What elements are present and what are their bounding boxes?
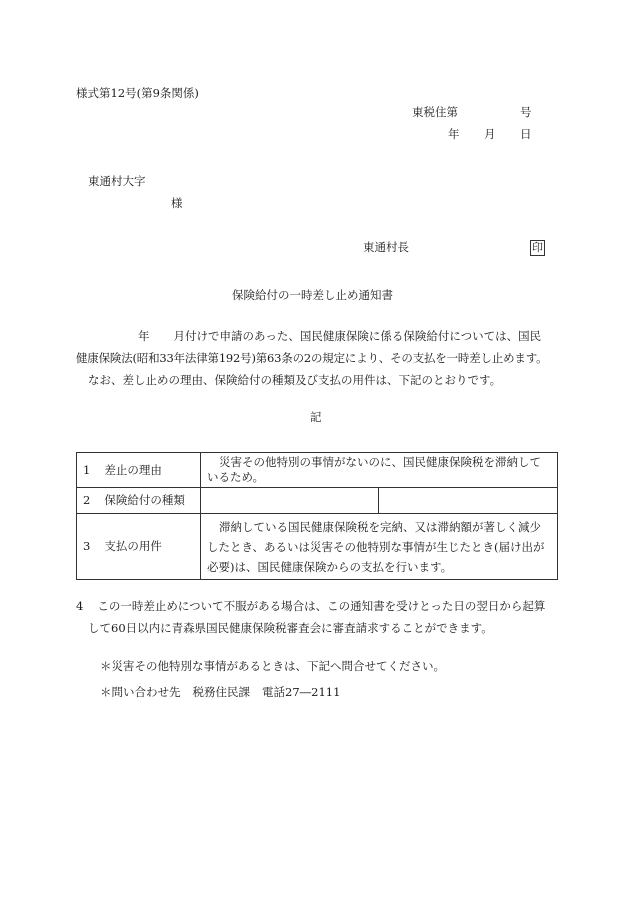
body-line-1	[76, 325, 560, 347]
row-number: 2	[83, 493, 91, 507]
ki-heading: 記	[310, 410, 322, 424]
appeal-line-2: して60日以内に青森県国民健康保険税審査会に審査請求することができます。	[88, 621, 493, 635]
row-value	[201, 453, 558, 488]
form-id: 様式第12号(第9条関係)	[76, 86, 199, 100]
row-label	[77, 453, 201, 488]
notes	[76, 656, 584, 702]
body-year: 年	[138, 329, 150, 343]
date-day: 日	[520, 127, 532, 141]
row-number: 1	[83, 462, 91, 477]
appeal-number: 4	[76, 599, 84, 613]
contact-dept: 税務住民課	[192, 685, 250, 699]
row-label-text: 差止の理由	[104, 462, 162, 477]
body-line-2: 健康保険法(昭和33年法律第192号)第63条の2の規定により、その支払を一時差し止めます。	[76, 351, 548, 365]
appeal-line-1-text: この一時差止めについて不服がある場合は、この通知書を受けとった日の翌日から起算	[97, 599, 546, 613]
doc-number-suffix: 号	[520, 105, 532, 119]
contact-phone: 電話27―2111	[262, 685, 341, 699]
row-number: 3	[83, 539, 91, 553]
appeal-line-1	[76, 595, 560, 617]
row-label	[77, 488, 201, 514]
issuer-title: 東通村長	[363, 240, 409, 254]
table-row	[77, 453, 558, 488]
row-value	[201, 488, 379, 514]
row-value-text: 災害その他特別の事情がないのに、国民健康保険税を滞納しているため。	[207, 455, 541, 484]
row-label	[77, 514, 201, 580]
addressee-honorific: 様	[171, 196, 183, 210]
date-year: 年	[448, 127, 460, 141]
details-table	[76, 452, 558, 580]
document-title: 保険給付の一時差し止め通知書	[232, 288, 393, 302]
row-label-text: 支払の用件	[104, 539, 162, 553]
note-contact	[100, 682, 584, 702]
row-value-2	[379, 488, 558, 514]
issuer-seal	[530, 240, 545, 256]
body-line-3: なお、差し止めの理由、保険給付の種類及び支払の用件は、下記のとおりです。	[88, 373, 502, 387]
row-value-text: 滞納している国民健康保険税を完納、又は滞納額が著しく減少したとき、あるいは災害その他特別な事情が生じたとき(届け出が必要)は、国民健康保険からの支払を行います。	[207, 519, 545, 574]
body-text	[76, 325, 560, 391]
contact-label: ＊問い合わせ先	[100, 685, 181, 699]
body-line-1-rest: 月付けで申請のあった、国民健康保険に係る保険給付については、国民	[173, 329, 542, 343]
appeal-text	[76, 595, 560, 639]
table-row	[77, 514, 558, 580]
row-value	[201, 514, 558, 580]
date-month: 月	[484, 127, 496, 141]
seal-stamp: 印	[532, 241, 543, 254]
table-row	[77, 488, 558, 514]
addressee-address: 東通村大字	[88, 174, 146, 188]
row-label-text: 保険給付の種類	[104, 493, 185, 507]
doc-number-prefix: 東税住第	[412, 105, 458, 119]
note-line-1: ＊災害その他特別な事情があるときは、下記へ問合せてください。	[100, 659, 445, 673]
